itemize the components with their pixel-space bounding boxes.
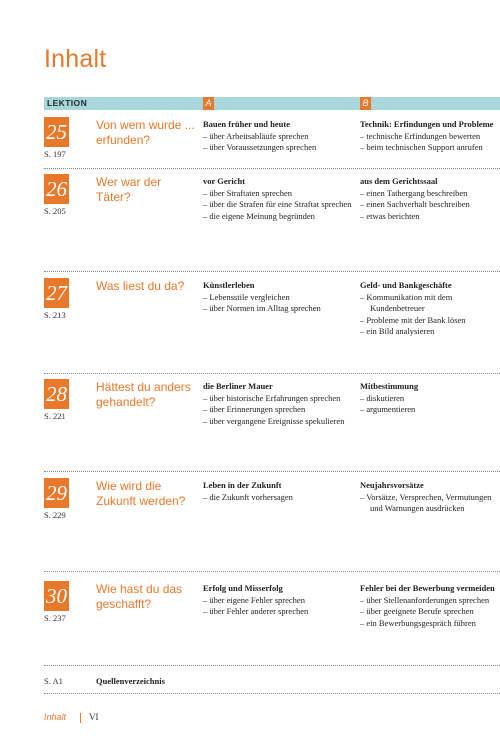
lesson-title: Hättest du anders gehandelt? <box>96 380 191 409</box>
lesson-page-ref: S. 229 <box>44 510 66 520</box>
lesson-title: Was liest du da? <box>96 279 185 293</box>
column-b-heading: Fehler bei der Bewerbung vermeiden <box>360 583 495 593</box>
lektion-header-label: LEKTION <box>47 98 88 108</box>
row-divider <box>44 168 500 169</box>
column-b-marker: B <box>360 97 371 110</box>
lesson-title: Von wem wurde ... erfunden? <box>96 118 195 147</box>
column-a-heading: Künstlerleben <box>203 280 255 290</box>
list-item: – diskutieren <box>360 393 500 405</box>
list-item: – über Straftaten sprechen <box>203 188 353 200</box>
list-item: – die Zukunft vorhersagen <box>203 492 353 504</box>
list-item: – über Fehler anderer sprechen <box>203 606 353 618</box>
list-item: – einen Tathergang beschreiben <box>360 188 500 200</box>
lesson-column-a <box>203 480 353 503</box>
lesson-column-b <box>360 280 500 338</box>
list-item: – ein Bild analysieren <box>360 326 500 338</box>
lesson-number-badge: 29 <box>44 478 69 508</box>
list-item: – über geeignete Berufe sprechen <box>360 606 500 618</box>
column-a-heading: die Berliner Mauer <box>203 381 273 391</box>
list-item: – beim technischen Support anrufen <box>360 142 500 154</box>
column-a-heading: Leben in der Zukunft <box>203 480 282 490</box>
column-a-heading: Bauen früher und heute <box>203 119 290 129</box>
sources-label: Quellenverzeichnis <box>96 676 165 686</box>
lesson-column-a <box>203 583 353 618</box>
list-item: – über die Strafen für eine Straftat sprechen <box>203 199 353 211</box>
row-divider <box>44 373 500 374</box>
lesson-column-b <box>360 480 500 515</box>
lesson-title: Wie hast du das geschafft? <box>96 582 183 611</box>
footer-separator <box>80 713 81 723</box>
lesson-column-b <box>360 381 500 416</box>
column-a-marker: A <box>203 97 214 110</box>
lesson-number-badge: 28 <box>44 379 69 409</box>
row-divider <box>44 571 500 572</box>
lesson-column-a <box>203 119 353 154</box>
list-item: – über Arbeitsabläufe sprechen <box>203 131 353 143</box>
lesson-column-a <box>203 176 353 222</box>
list-item: – technische Erfindungen bewerten <box>360 131 500 143</box>
lesson-title: Wie wird die Zukunft werden? <box>96 479 186 508</box>
list-item: – einen Sachverhalt beschreiben <box>360 199 500 211</box>
list-item: – die eigene Meinung begründen <box>203 211 353 223</box>
lesson-number-badge: 26 <box>44 174 69 204</box>
lesson-column-b <box>360 119 500 154</box>
lesson-column-a <box>203 280 353 315</box>
column-b-heading: Technik: Erfindungen und Probleme <box>360 119 494 129</box>
footer-title: Inhalt <box>44 712 67 722</box>
list-item: – argumentieren <box>360 404 500 416</box>
row-divider <box>44 271 500 272</box>
page-footer <box>44 712 99 723</box>
list-item: – Kommunikation mit dem Kundenbetreuer <box>360 292 500 315</box>
column-a-heading: Erfolg und Misserfolg <box>203 583 283 593</box>
list-item: – über vergangene Ereignisse spekulieren <box>203 416 353 428</box>
column-a-heading: vor Gericht <box>203 176 246 186</box>
list-item: – über historische Erfahrungen sprechen <box>203 393 353 405</box>
lesson-number-badge: 27 <box>44 278 69 308</box>
lesson-page-ref: S. 205 <box>44 206 66 216</box>
list-item: – über Normen im Alltag sprechen <box>203 303 353 315</box>
row-divider <box>44 665 500 666</box>
lesson-page-ref: S. 221 <box>44 411 66 421</box>
page-title: Inhalt <box>44 45 107 73</box>
lesson-page-ref: S. 237 <box>44 613 66 623</box>
table-header-bar <box>44 97 500 110</box>
lesson-column-b <box>360 583 500 629</box>
list-item: – Lebensstile vergleichen <box>203 292 353 304</box>
list-item: – etwas berichten <box>360 211 500 223</box>
lesson-number-badge: 30 <box>44 581 69 611</box>
lesson-page-ref: S. 213 <box>44 310 66 320</box>
sources-page-ref: S. A1 <box>44 676 63 686</box>
footer-page-number: VI <box>89 712 99 722</box>
row-divider <box>44 693 500 694</box>
list-item: – über eigene Fehler sprechen <box>203 595 353 607</box>
list-item: – Probleme mit der Bank lösen <box>360 315 500 327</box>
list-item: – ein Bewerbungsgespräch führen <box>360 618 500 630</box>
column-b-heading: Mitbestimmung <box>360 381 419 391</box>
list-item: – Vorsätze, Versprechen, Vermutungen und Warnungen ausdrücken <box>360 492 500 515</box>
list-item: – über Voraussetzungen sprechen <box>203 142 353 154</box>
column-b-heading: Neujahrsvorsätze <box>360 480 424 490</box>
lesson-title: Wer war der Täter? <box>96 175 162 204</box>
row-divider <box>44 471 500 472</box>
lesson-page-ref: S. 197 <box>44 149 66 159</box>
column-b-heading: Geld- und Bankgeschäfte <box>360 280 452 290</box>
lesson-column-a <box>203 381 353 427</box>
list-item: – über Erinnerungen sprechen <box>203 404 353 416</box>
list-item: – über Stellenanforderungen sprechen <box>360 595 500 607</box>
column-b-heading: aus dem Gerichtssaal <box>360 176 438 186</box>
lesson-column-b <box>360 176 500 222</box>
lesson-number-badge: 25 <box>44 117 69 147</box>
